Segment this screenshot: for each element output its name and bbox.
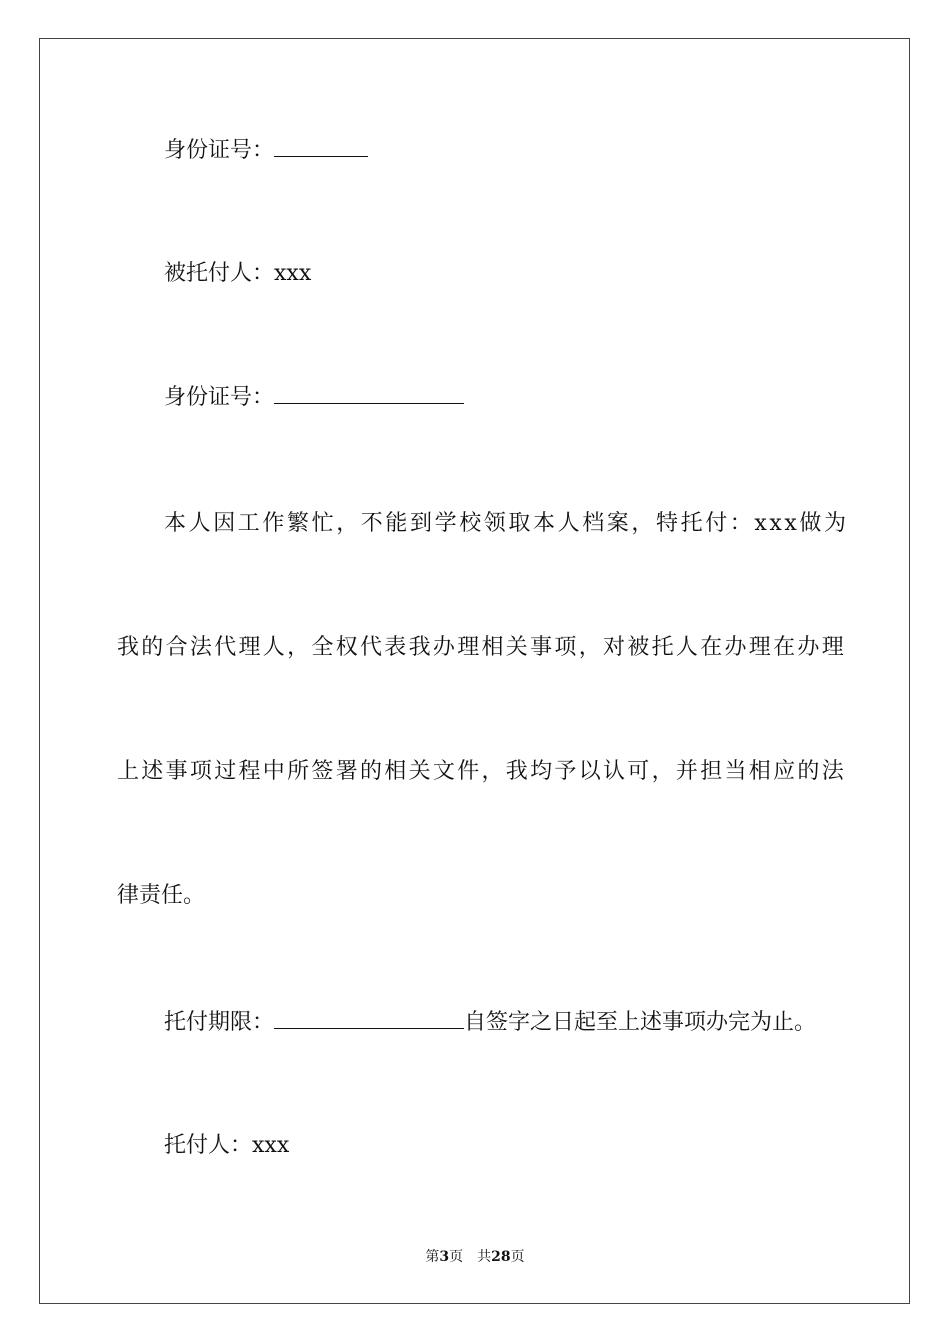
footer-total-pages: 28 [491, 1249, 511, 1265]
id-number-line-1 [164, 136, 368, 166]
trustee-text: 被托付人：xxx [164, 261, 312, 286]
paragraph-line-3 [117, 757, 846, 787]
footer-mid: 页 共 [449, 1249, 492, 1265]
paragraph-text-1: 本人因工作繁忙，不能到学校领取本人档案，特托付：xxx做为 [164, 511, 849, 536]
id-number-blank-1 [274, 136, 368, 157]
principal-text: 托付人：xxx [164, 1133, 290, 1158]
paragraph-text-2: 我的合法代理人，全权代表我办理相关事项，对被托人在办理在办理 [117, 635, 847, 660]
footer-prefix: 第 [425, 1249, 440, 1265]
principal-line [164, 1131, 289, 1161]
paragraph-line-2 [117, 633, 846, 663]
term-after-text: 自签字之日起至上述事项办完为止。 [464, 1010, 817, 1035]
id-number-line-2 [164, 383, 464, 413]
term-blank [274, 1008, 464, 1029]
id-number-blank-2 [274, 383, 464, 404]
id-number-label-1: 身份证号： [164, 138, 275, 163]
page-footer [0, 1248, 950, 1266]
page-frame [39, 38, 910, 1304]
term-line [164, 1008, 816, 1038]
trustee-line [164, 259, 311, 289]
id-number-label-2: 身份证号： [164, 385, 275, 410]
paragraph-text-4: 律责任。 [117, 883, 206, 908]
paragraph-text-3: 上述事项过程中所签署的相关文件，我均予以认可，并担当相应的法 [117, 759, 847, 784]
term-label: 托付期限： [164, 1010, 275, 1035]
footer-page-number: 3 [439, 1249, 450, 1265]
paragraph-line-1 [164, 509, 849, 539]
paragraph-line-4 [117, 881, 205, 911]
footer-suffix: 页 [510, 1249, 525, 1265]
